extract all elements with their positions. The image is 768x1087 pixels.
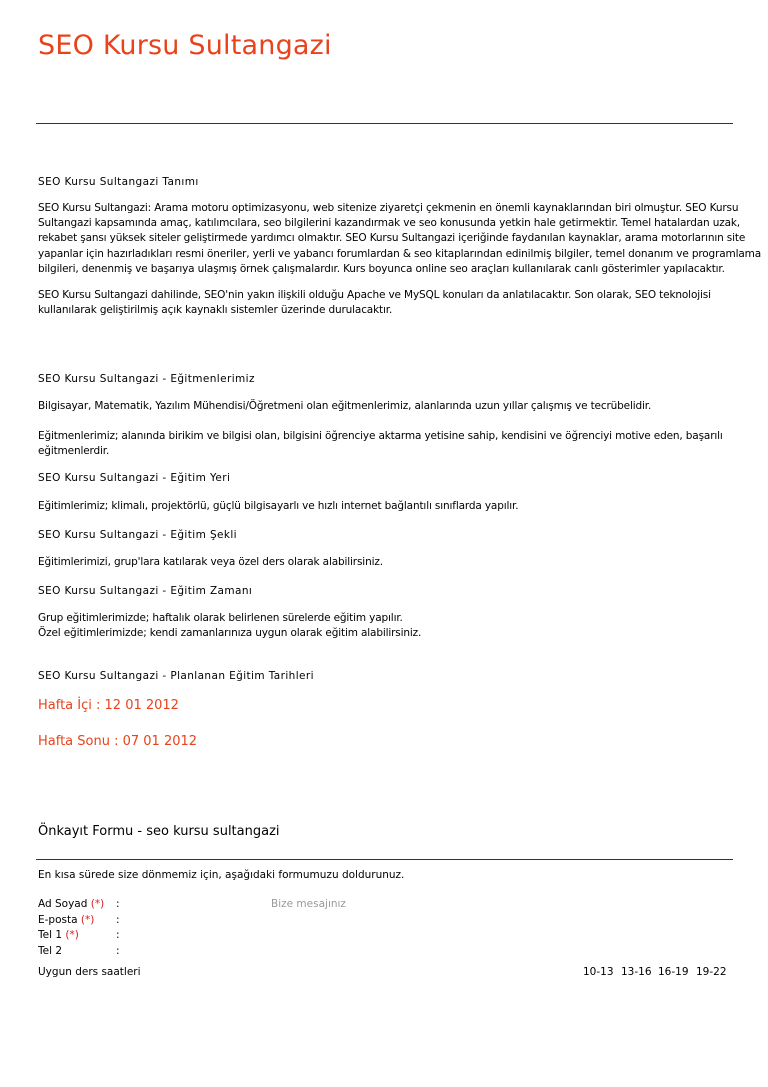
required-mark: (*) xyxy=(90,898,105,910)
section-heading-sekil: SEO Kursu Sultangazi - Eğitim Şekli xyxy=(38,529,237,541)
tel2-label: Tel 2 xyxy=(38,945,63,957)
egitmen-paragraph-2: Eğitmenlerimiz; alanında birikim ve bilgisi olan, bilgisini öğrenciye aktarma yetisine sahip, kendisini ve öğrenciyi motive eden, başarılı eğitmenlerdir. xyxy=(38,430,723,458)
tel1-label: Tel 1 (*) xyxy=(38,929,79,941)
title-divider xyxy=(36,123,733,124)
message-field[interactable]: Bize mesajınız xyxy=(271,898,346,910)
tanim-paragraph-1: SEO Kursu Sultangazi: Arama motoru optimizasyonu, web sitenize ziyaretçi çekmenin en önemli kaynaklarından biri olmuştur. SEO Kursu Sultangazi kapsamında amaç, katılımcılara, seo bilgilerini kazandırmak ve seo konusunda yetkin hale getirmektir. Temel hatalardan uzak, rekabet şansı yüksek siteler geliştirmede yardımcı olmaktır. SEO Kursu Sultangazi içeriğinde faydanılan kaynaklar, arama motorlarının site yapanlar için hazırladıkları resmi öneriler, yerli ve yabancı forumlardan & seo kitaplarından edinilmiş bilgiler, temel donanım ve programlama bilgileri, denenmiş ve başarıya ulaşmış örnek çalışmalardır. Kurs boyunca online seo araçları kullanılarak canlı gösterimler yapılacaktır. xyxy=(38,202,762,275)
eposta-colon: : xyxy=(116,914,120,926)
eposta-label: E-posta (*) xyxy=(38,914,95,926)
section-heading-egitmen: SEO Kursu Sultangazi - Eğitmenlerimiz xyxy=(38,373,255,385)
tel2-colon: : xyxy=(116,945,120,957)
section-heading-tanim: SEO Kursu Sultangazi Tanımı xyxy=(38,176,199,188)
form-intro: En kısa sürede size dönmemiz için, aşağıdaki formumuzu doldurunuz. xyxy=(38,869,405,881)
tanim-paragraph-2: SEO Kursu Sultangazi dahilinde, SEO'nin yakın ilişkili olduğu Apache ve MySQL konuları da anlatılacaktır. Son olarak, SEO teknolojisi kullanılarak geliştirilmiş açık kaynaklı sistemler üzerinde durulacaktır. xyxy=(38,289,711,317)
time-slot-13-16[interactable]: 13-16 xyxy=(621,966,652,978)
ad-soyad-label: Ad Soyad (*) xyxy=(38,898,105,910)
section-heading-yer: SEO Kursu Sultangazi - Eğitim Yeri xyxy=(38,472,231,484)
form-divider xyxy=(36,859,733,860)
section-heading-zaman: SEO Kursu Sultangazi - Eğitim Zamanı xyxy=(38,585,253,597)
tel1-colon: : xyxy=(116,929,120,941)
egitmen-paragraph-1: Bilgisayar, Matematik, Yazılım Mühendisi/Öğretmeni olan eğitmenlerimiz, alanlarında uzun yıllar çalışmış ve tecrübelidir. xyxy=(38,400,652,412)
time-slot-10-13[interactable]: 10-13 xyxy=(583,966,614,978)
hafta-sonu-date: Hafta Sonu : 07 01 2012 xyxy=(38,734,198,749)
ad-soyad-colon: : xyxy=(116,898,120,910)
time-slot-16-19[interactable]: 16-19 xyxy=(658,966,689,978)
required-mark: (*) xyxy=(65,929,79,941)
time-slot-19-22[interactable]: 19-22 xyxy=(696,966,727,978)
required-mark: (*) xyxy=(80,914,95,926)
hours-label: Uygun ders saatleri xyxy=(38,966,141,978)
zaman-paragraph: Grup eğitimlerimizde; haftalık olarak belirlenen sürelerde eğitim yapılır. Özel eğitimlerimizde; kendi zamanlarınıza uygun olarak eğitim alabilirsiniz. xyxy=(38,612,422,640)
hafta-ici-date: Hafta İçi : 12 01 2012 xyxy=(38,698,179,713)
page-title: SEO Kursu Sultangazi xyxy=(38,30,332,61)
yer-paragraph: Eğitimlerimiz; klimalı, projektörlü, güçlü bilgisayarlı ve hızlı internet bağlantılı sınıflarda yapılır. xyxy=(38,500,519,512)
section-heading-tarih: SEO Kursu Sultangazi - Planlanan Eğitim Tarihleri xyxy=(38,670,314,682)
form-title: Önkayıt Formu - seo kursu sultangazi xyxy=(38,824,280,839)
sekil-paragraph: Eğitimlerimizi, grup'lara katılarak veya özel ders olarak alabilirsiniz. xyxy=(38,556,383,568)
